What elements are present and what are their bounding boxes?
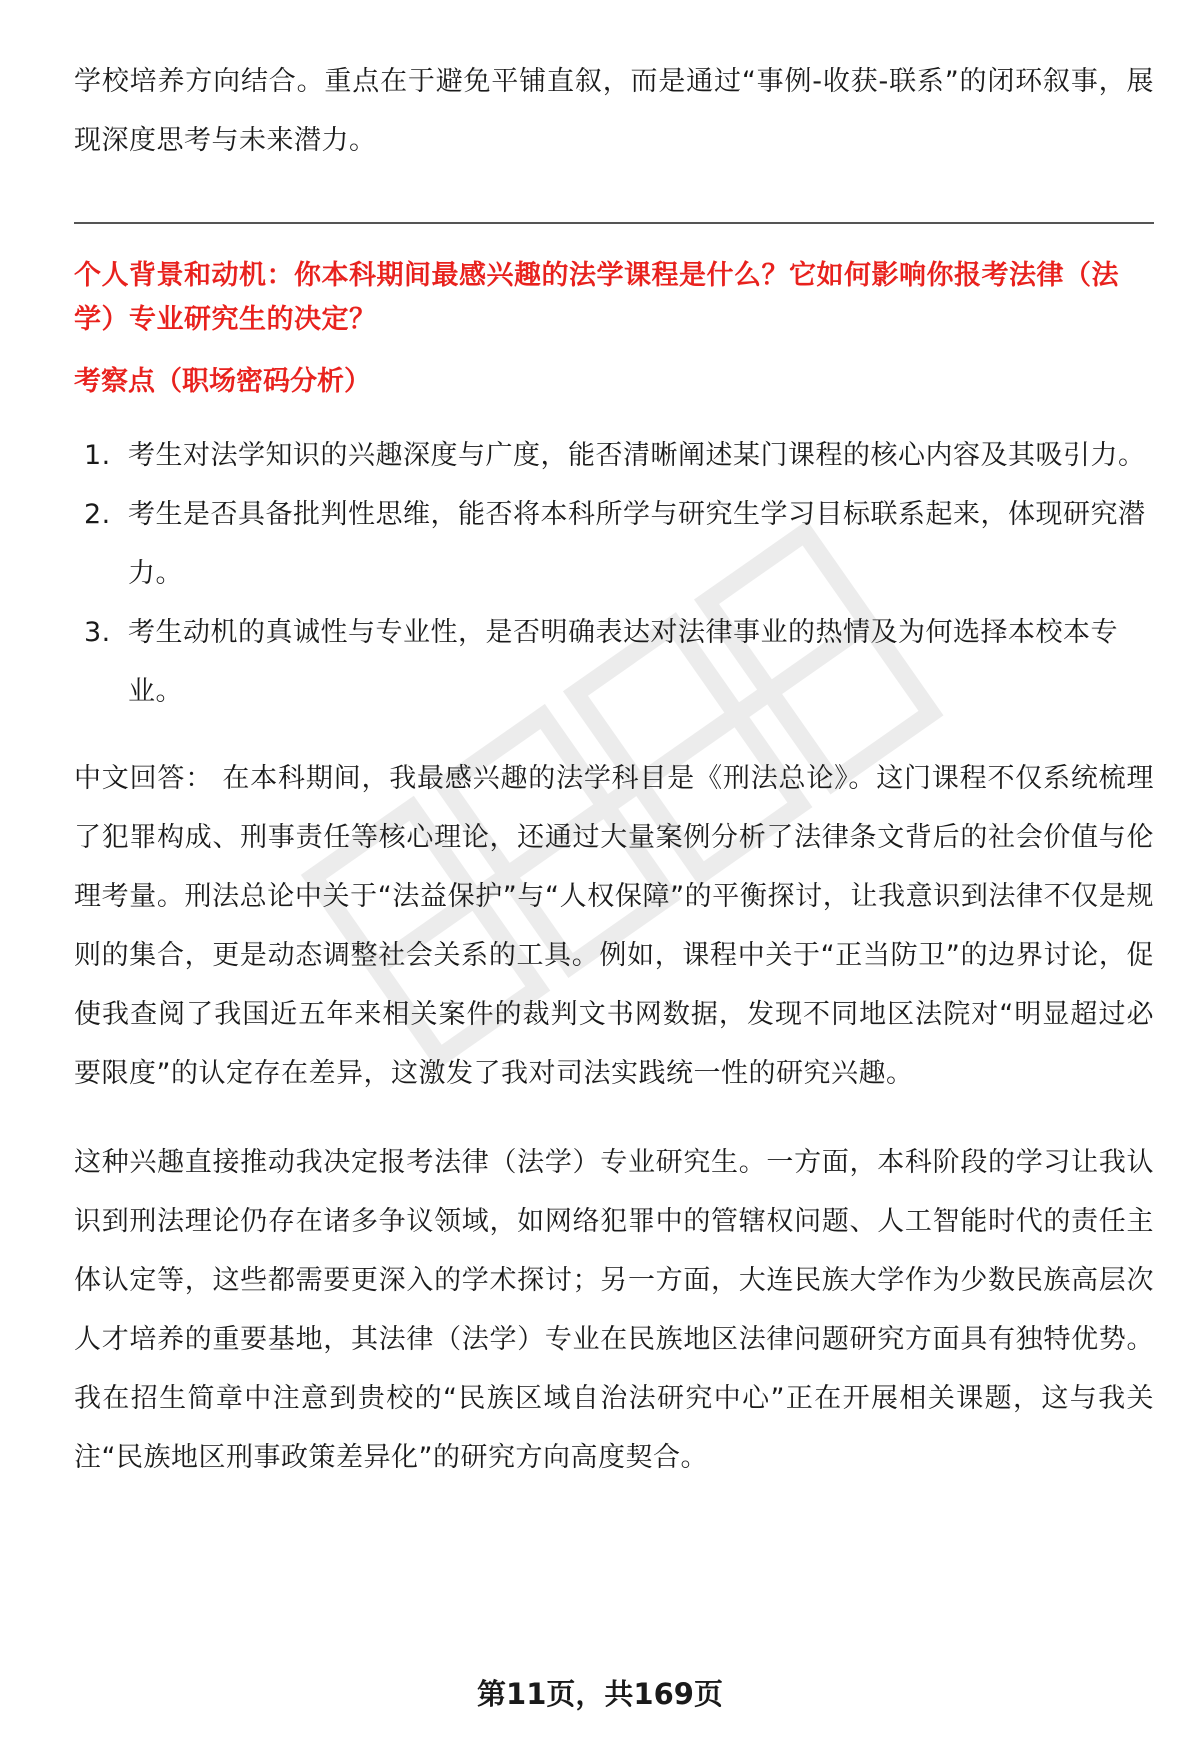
- assessment-label: 考察点（职场密码分析）: [74, 366, 371, 397]
- point-text: 考生对法学知识的兴趣深度与广度，能否清晰阐述某门课程的核心内容及其吸引力。: [128, 440, 1146, 471]
- point-number: 3.: [84, 617, 111, 648]
- point-number: 1.: [84, 440, 111, 471]
- intro-paragraph: 学校培养方向结合。重点在于避免平铺直叙，而是通过“事例-收获-联系”的闭环叙事，展现深度思考与未来潜力。: [74, 66, 1154, 156]
- assessment-point: [74, 485, 1154, 603]
- assessment-point: [74, 603, 1154, 721]
- answer-paragraph-1: 中文回答： 在本科期间，我最感兴趣的法学科目是《刑法总论》。这门课程不仅系统梳理了犯罪构成、刑事责任等核心理论，还通过大量案例分析了法律条文背后的社会价值与伦理考量。刑法总论中关于“法益保护”与“人权保障”的平衡探讨，让我意识到法律不仅是规则的集合，更是动态调整社会关系的工具。例如，课程中关于“正当防卫”的边界讨论，促使我查阅了我国近五年来相关案件的裁判文书网数据，发现不同地区法院对“明显超过必要限度”的认定存在差异，这激发了我对司法实践统一性的研究兴趣。: [74, 763, 1154, 1089]
- point-text: 考生动机的真诚性与专业性，是否明确表达对法律事业的热情及为何选择本校本专业。: [128, 617, 1118, 707]
- page-number-footer: 第11页，共169页: [477, 1677, 723, 1711]
- assessment-points-list: [74, 426, 1154, 721]
- question-heading: 个人背景和动机：你本科期间最感兴趣的法学课程是什么？它如何影响你报考法律（法学）专业研究生的决定？: [74, 260, 1119, 335]
- assessment-point: [74, 426, 1154, 485]
- point-text: 考生是否具备批判性思维，能否将本科所学与研究生学习目标联系起来，体现研究潜力。: [128, 499, 1146, 589]
- document-page: [74, 52, 1154, 1487]
- point-number: 2.: [84, 499, 111, 530]
- answer-paragraph-2: 这种兴趣直接推动我决定报考法律（法学）专业研究生。一方面，本科阶段的学习让我认识到刑法理论仍存在诸多争议领域，如网络犯罪中的管辖权问题、人工智能时代的责任主体认定等，这些都需要更深入的学术探讨；另一方面，大连民族大学作为少数民族高层次人才培养的重要基地，其法律（法学）专业在民族地区法律问题研究方面具有独特优势。我在招生简章中注意到贵校的“民族区域自治法研究中心”正在开展相关课题，这与我关注“民族地区刑事政策差异化”的研究方向高度契合。: [74, 1147, 1154, 1473]
- section-divider: [74, 222, 1154, 224]
